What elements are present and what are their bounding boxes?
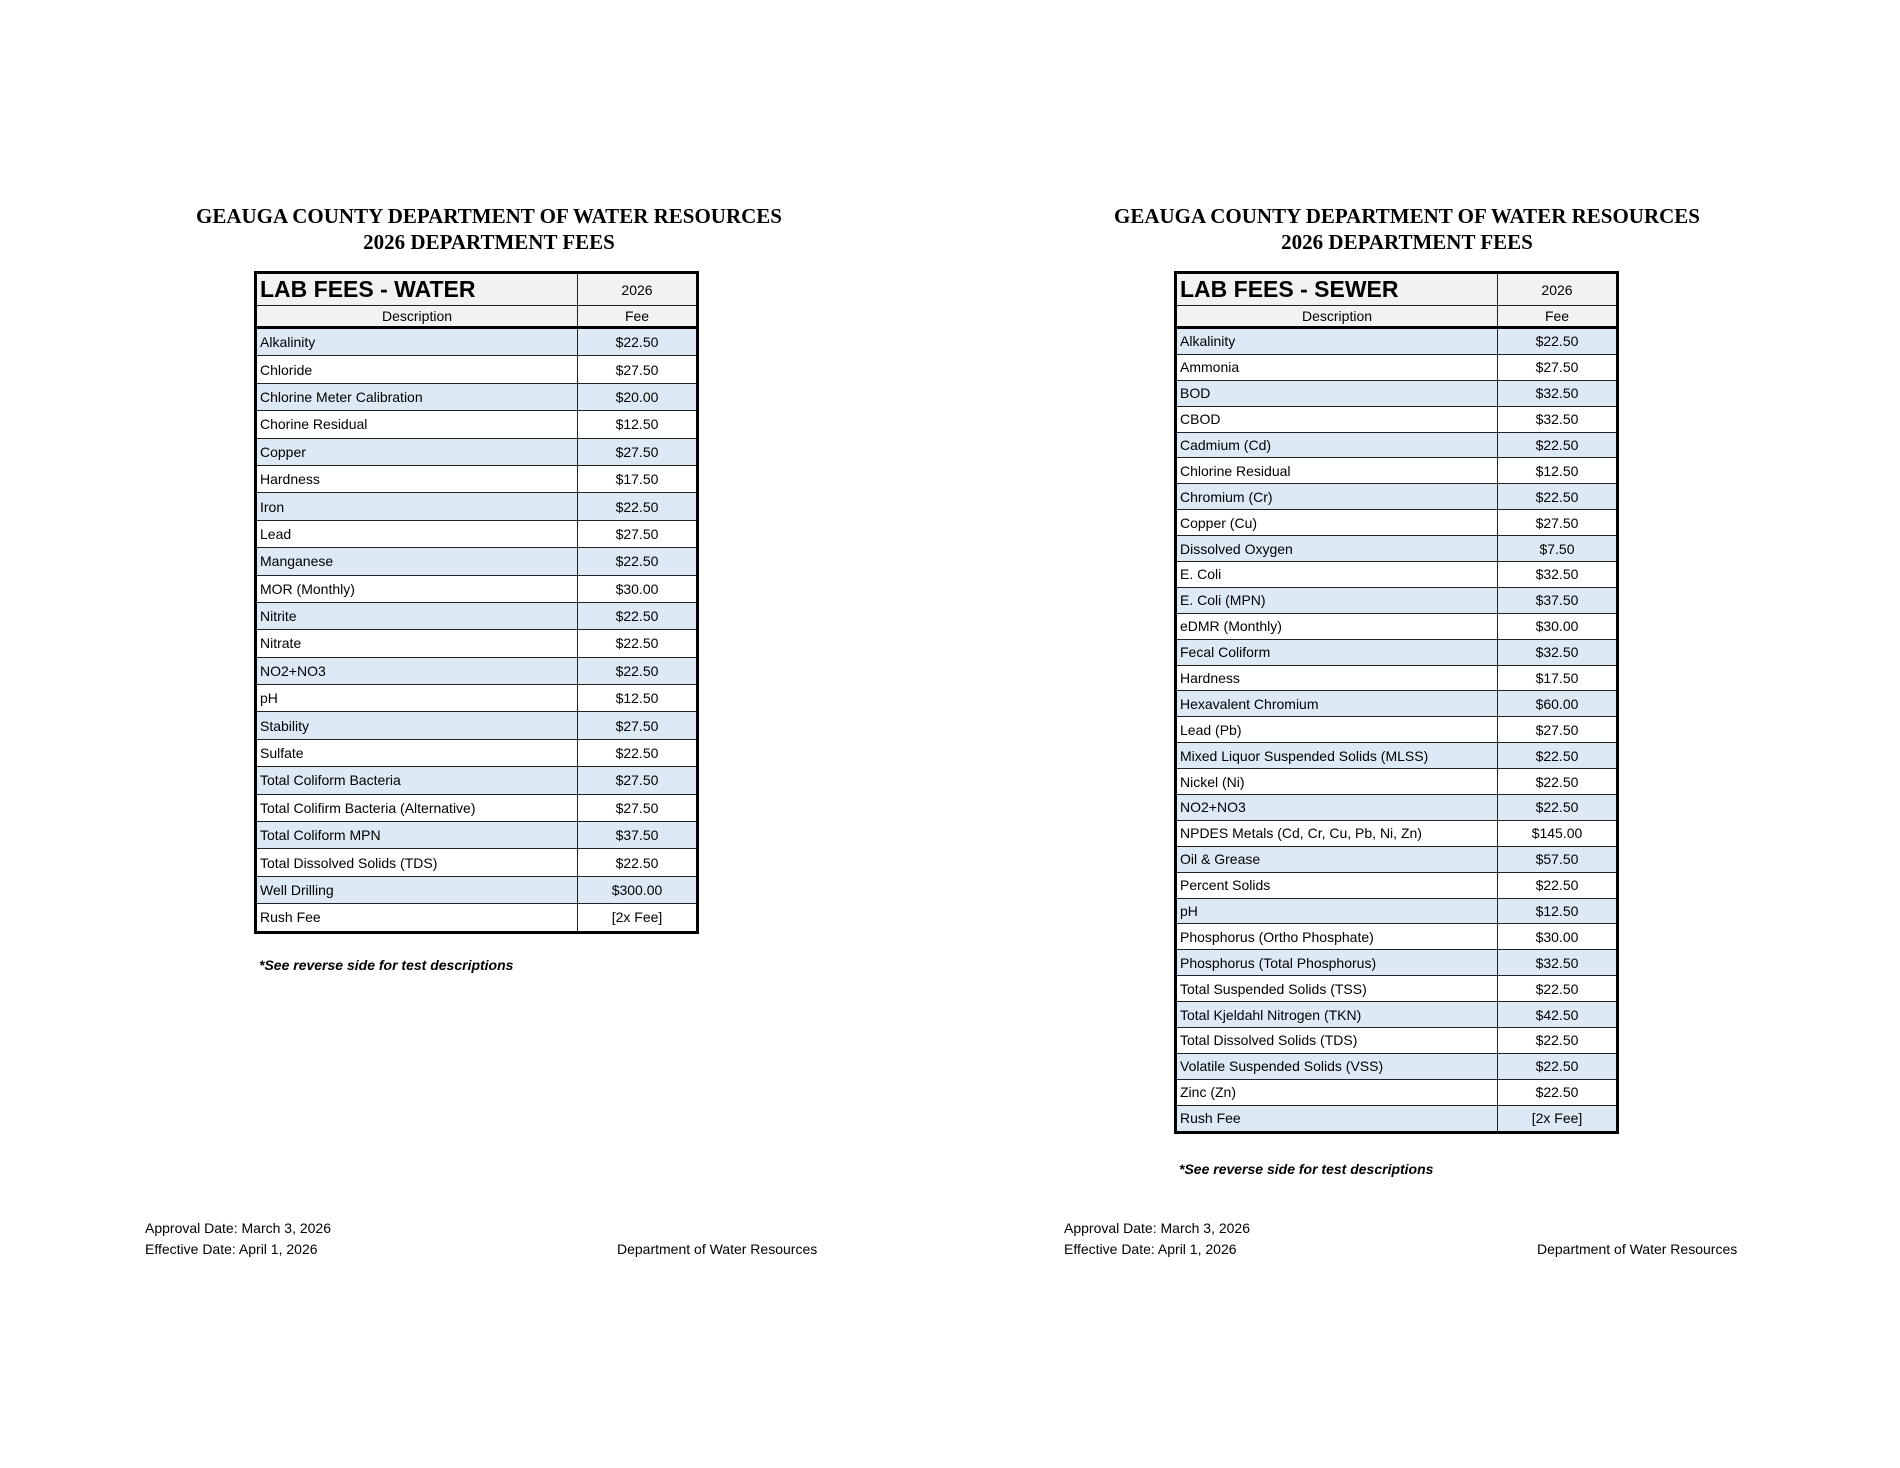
table-row bbox=[256, 438, 698, 465]
title-line-2: 2026 DEPARTMENT FEES bbox=[1281, 230, 1533, 254]
row-description: Nickel (Ni) bbox=[1176, 769, 1498, 795]
table-row bbox=[256, 575, 698, 602]
row-description: Well Drilling bbox=[256, 876, 578, 903]
row-description: pH bbox=[1176, 898, 1498, 924]
table-row bbox=[256, 328, 698, 356]
row-description: Total Kjeldahl Nitrogen (TKN) bbox=[1176, 1002, 1498, 1028]
row-fee: $12.50 bbox=[578, 411, 698, 438]
row-fee: $37.50 bbox=[578, 822, 698, 849]
row-description: Lead bbox=[256, 520, 578, 547]
table-row bbox=[1176, 872, 1618, 898]
row-description: Hardness bbox=[256, 465, 578, 492]
table-row bbox=[1176, 898, 1618, 924]
row-description: Dissolved Oxygen bbox=[1176, 536, 1498, 562]
row-description: NO2+NO3 bbox=[256, 657, 578, 684]
row-description: NO2+NO3 bbox=[1176, 795, 1498, 821]
row-description: E. Coli bbox=[1176, 562, 1498, 588]
row-description: Percent Solids bbox=[1176, 872, 1498, 898]
row-fee: $7.50 bbox=[1498, 536, 1618, 562]
row-fee: $22.50 bbox=[1498, 432, 1618, 458]
table-row bbox=[1176, 639, 1618, 665]
row-fee: $17.50 bbox=[578, 465, 698, 492]
row-description: Nitrate bbox=[256, 630, 578, 657]
row-description: pH bbox=[256, 685, 578, 712]
year-header: 2026 bbox=[578, 273, 698, 306]
row-description: Rush Fee bbox=[1176, 1105, 1498, 1132]
row-description: Cadmium (Cd) bbox=[1176, 432, 1498, 458]
table-row bbox=[1176, 846, 1618, 872]
row-description: Iron bbox=[256, 493, 578, 520]
row-fee: $22.50 bbox=[578, 849, 698, 876]
row-description: MOR (Monthly) bbox=[256, 575, 578, 602]
table-row bbox=[256, 876, 698, 903]
water-fee-table bbox=[254, 271, 699, 934]
row-description: Sulfate bbox=[256, 739, 578, 766]
row-description: Rush Fee bbox=[256, 904, 578, 932]
row-fee: $22.50 bbox=[1498, 1079, 1618, 1105]
row-description: Total Coliform Bacteria bbox=[256, 767, 578, 794]
row-fee: $22.50 bbox=[578, 657, 698, 684]
row-description: Chlorine Residual bbox=[1176, 458, 1498, 484]
row-description: Alkalinity bbox=[256, 328, 578, 356]
row-fee: $22.50 bbox=[1498, 976, 1618, 1002]
table-row bbox=[256, 739, 698, 766]
row-fee: $12.50 bbox=[1498, 458, 1618, 484]
effective-date: Effective Date: April 1, 2026 bbox=[1064, 1241, 1237, 1257]
row-fee: $145.00 bbox=[1498, 820, 1618, 846]
table-row bbox=[1176, 613, 1618, 639]
row-description: Alkalinity bbox=[1176, 328, 1498, 355]
table-row bbox=[1176, 536, 1618, 562]
table-row bbox=[1176, 820, 1618, 846]
table-row bbox=[1176, 354, 1618, 380]
row-description: CBOD bbox=[1176, 406, 1498, 432]
table-row bbox=[1176, 380, 1618, 406]
row-fee: $32.50 bbox=[1498, 562, 1618, 588]
table-row bbox=[1176, 510, 1618, 536]
row-description: BOD bbox=[1176, 380, 1498, 406]
table-row bbox=[256, 767, 698, 794]
approval-date: Approval Date: March 3, 2026 bbox=[1064, 1220, 1250, 1236]
dates bbox=[1064, 1218, 1250, 1260]
row-fee: [2x Fee] bbox=[1498, 1105, 1618, 1132]
row-description: Chorine Residual bbox=[256, 411, 578, 438]
row-description: Nitrite bbox=[256, 602, 578, 629]
row-description: Volatile Suspended Solids (VSS) bbox=[1176, 1053, 1498, 1079]
table-row bbox=[256, 356, 698, 383]
row-fee: $30.00 bbox=[578, 575, 698, 602]
table-row bbox=[1176, 458, 1618, 484]
fee-header: Fee bbox=[1498, 306, 1618, 328]
table-row bbox=[256, 849, 698, 876]
document-title bbox=[1057, 203, 1757, 255]
row-fee: $30.00 bbox=[1498, 924, 1618, 950]
row-description: Phosphorus (Ortho Phosphate) bbox=[1176, 924, 1498, 950]
row-fee: $22.50 bbox=[1498, 328, 1618, 355]
row-fee: $37.50 bbox=[1498, 587, 1618, 613]
row-description: Total Suspended Solids (TSS) bbox=[1176, 976, 1498, 1002]
row-description: Total Dissolved Solids (TDS) bbox=[256, 849, 578, 876]
title-line-1: GEAUGA COUNTY DEPARTMENT OF WATER RESOURCES bbox=[196, 204, 782, 228]
table-row bbox=[1176, 562, 1618, 588]
table-row bbox=[1176, 432, 1618, 458]
fee-header: Fee bbox=[578, 306, 698, 328]
table-title: LAB FEES - WATER bbox=[256, 273, 578, 306]
table-row bbox=[1176, 976, 1618, 1002]
row-fee: $27.50 bbox=[1498, 717, 1618, 743]
table-row bbox=[256, 822, 698, 849]
row-description: Copper (Cu) bbox=[1176, 510, 1498, 536]
year-header: 2026 bbox=[1498, 273, 1618, 306]
row-fee: $22.50 bbox=[578, 548, 698, 575]
description-header: Description bbox=[256, 306, 578, 328]
department-footer: Department of Water Resources bbox=[617, 1241, 818, 1257]
row-description: eDMR (Monthly) bbox=[1176, 613, 1498, 639]
table-row bbox=[1176, 1053, 1618, 1079]
table-row bbox=[256, 411, 698, 438]
row-fee: $20.00 bbox=[578, 383, 698, 410]
row-description: Hexavalent Chromium bbox=[1176, 691, 1498, 717]
table-row bbox=[256, 904, 698, 932]
row-description: Copper bbox=[256, 438, 578, 465]
footnote: *See reverse side for test descriptions bbox=[1179, 1161, 1434, 1177]
row-fee: $300.00 bbox=[578, 876, 698, 903]
sewer-fee-table bbox=[1174, 271, 1619, 1134]
row-fee: $12.50 bbox=[578, 685, 698, 712]
row-description: Hardness bbox=[1176, 665, 1498, 691]
table-row bbox=[1176, 924, 1618, 950]
row-fee: $27.50 bbox=[578, 712, 698, 739]
row-fee: [2x Fee] bbox=[578, 904, 698, 932]
row-fee: $22.50 bbox=[578, 630, 698, 657]
table-row bbox=[1176, 717, 1618, 743]
table-row bbox=[1176, 484, 1618, 510]
table-row bbox=[256, 685, 698, 712]
table-row bbox=[256, 712, 698, 739]
table-row bbox=[1176, 1028, 1618, 1054]
title-line-2: 2026 DEPARTMENT FEES bbox=[363, 230, 615, 254]
row-description: Mixed Liquor Suspended Solids (MLSS) bbox=[1176, 743, 1498, 769]
footnote: *See reverse side for test descriptions bbox=[259, 957, 514, 973]
description-header: Description bbox=[1176, 306, 1498, 328]
row-description: Manganese bbox=[256, 548, 578, 575]
dates bbox=[145, 1218, 331, 1260]
row-description: Total Dissolved Solids (TDS) bbox=[1176, 1028, 1498, 1054]
table-row bbox=[1176, 1079, 1618, 1105]
row-fee: $32.50 bbox=[1498, 950, 1618, 976]
table-row bbox=[1176, 691, 1618, 717]
effective-date: Effective Date: April 1, 2026 bbox=[145, 1241, 318, 1257]
row-fee: $22.50 bbox=[578, 602, 698, 629]
document-title bbox=[139, 203, 839, 255]
table-row bbox=[1176, 328, 1618, 355]
row-fee: $27.50 bbox=[1498, 354, 1618, 380]
row-fee: $30.00 bbox=[1498, 613, 1618, 639]
table-row bbox=[1176, 1002, 1618, 1028]
row-fee: $27.50 bbox=[578, 438, 698, 465]
row-fee: $17.50 bbox=[1498, 665, 1618, 691]
row-fee: $22.50 bbox=[1498, 872, 1618, 898]
table-row bbox=[1176, 587, 1618, 613]
row-description: Lead (Pb) bbox=[1176, 717, 1498, 743]
row-fee: $27.50 bbox=[578, 794, 698, 821]
row-description: Chlorine Meter Calibration bbox=[256, 383, 578, 410]
table-row bbox=[1176, 795, 1618, 821]
row-description: Oil & Grease bbox=[1176, 846, 1498, 872]
row-fee: $22.50 bbox=[1498, 484, 1618, 510]
approval-date: Approval Date: March 3, 2026 bbox=[145, 1220, 331, 1236]
table-row bbox=[1176, 406, 1618, 432]
row-description: Phosphorus (Total Phosphorus) bbox=[1176, 950, 1498, 976]
row-fee: $42.50 bbox=[1498, 1002, 1618, 1028]
row-fee: $22.50 bbox=[1498, 769, 1618, 795]
table-row bbox=[256, 465, 698, 492]
row-fee: $32.50 bbox=[1498, 406, 1618, 432]
table-row bbox=[256, 493, 698, 520]
table-row bbox=[256, 548, 698, 575]
row-fee: $22.50 bbox=[1498, 1053, 1618, 1079]
row-description: E. Coli (MPN) bbox=[1176, 587, 1498, 613]
row-fee: $22.50 bbox=[578, 739, 698, 766]
row-fee: $12.50 bbox=[1498, 898, 1618, 924]
row-description: Total Coliform MPN bbox=[256, 822, 578, 849]
table-row bbox=[1176, 950, 1618, 976]
row-description: Chromium (Cr) bbox=[1176, 484, 1498, 510]
row-fee: $57.50 bbox=[1498, 846, 1618, 872]
table-row bbox=[256, 520, 698, 547]
row-fee: $22.50 bbox=[1498, 743, 1618, 769]
row-fee: $22.50 bbox=[1498, 1028, 1618, 1054]
table-row bbox=[1176, 1105, 1618, 1132]
row-fee: $27.50 bbox=[578, 767, 698, 794]
row-description: Stability bbox=[256, 712, 578, 739]
table-title: LAB FEES - SEWER bbox=[1176, 273, 1498, 306]
table-row bbox=[1176, 743, 1618, 769]
title-line-1: GEAUGA COUNTY DEPARTMENT OF WATER RESOURCES bbox=[1114, 204, 1700, 228]
table-row bbox=[256, 794, 698, 821]
row-description: Chloride bbox=[256, 356, 578, 383]
row-fee: $22.50 bbox=[578, 493, 698, 520]
table-row bbox=[1176, 665, 1618, 691]
row-fee: $22.50 bbox=[578, 328, 698, 356]
row-fee: $22.50 bbox=[1498, 795, 1618, 821]
row-description: Ammonia bbox=[1176, 354, 1498, 380]
row-fee: $27.50 bbox=[578, 356, 698, 383]
row-fee: $60.00 bbox=[1498, 691, 1618, 717]
row-fee: $32.50 bbox=[1498, 380, 1618, 406]
table-row bbox=[256, 383, 698, 410]
row-description: Zinc (Zn) bbox=[1176, 1079, 1498, 1105]
department-footer: Department of Water Resources bbox=[1537, 1241, 1738, 1257]
row-fee: $27.50 bbox=[1498, 510, 1618, 536]
table-row bbox=[1176, 769, 1618, 795]
row-description: NPDES Metals (Cd, Cr, Cu, Pb, Ni, Zn) bbox=[1176, 820, 1498, 846]
row-description: Fecal Coliform bbox=[1176, 639, 1498, 665]
row-fee: $32.50 bbox=[1498, 639, 1618, 665]
table-row bbox=[256, 657, 698, 684]
table-row bbox=[256, 630, 698, 657]
row-description: Total Colifirm Bacteria (Alternative) bbox=[256, 794, 578, 821]
row-fee: $27.50 bbox=[578, 520, 698, 547]
table-row bbox=[256, 602, 698, 629]
